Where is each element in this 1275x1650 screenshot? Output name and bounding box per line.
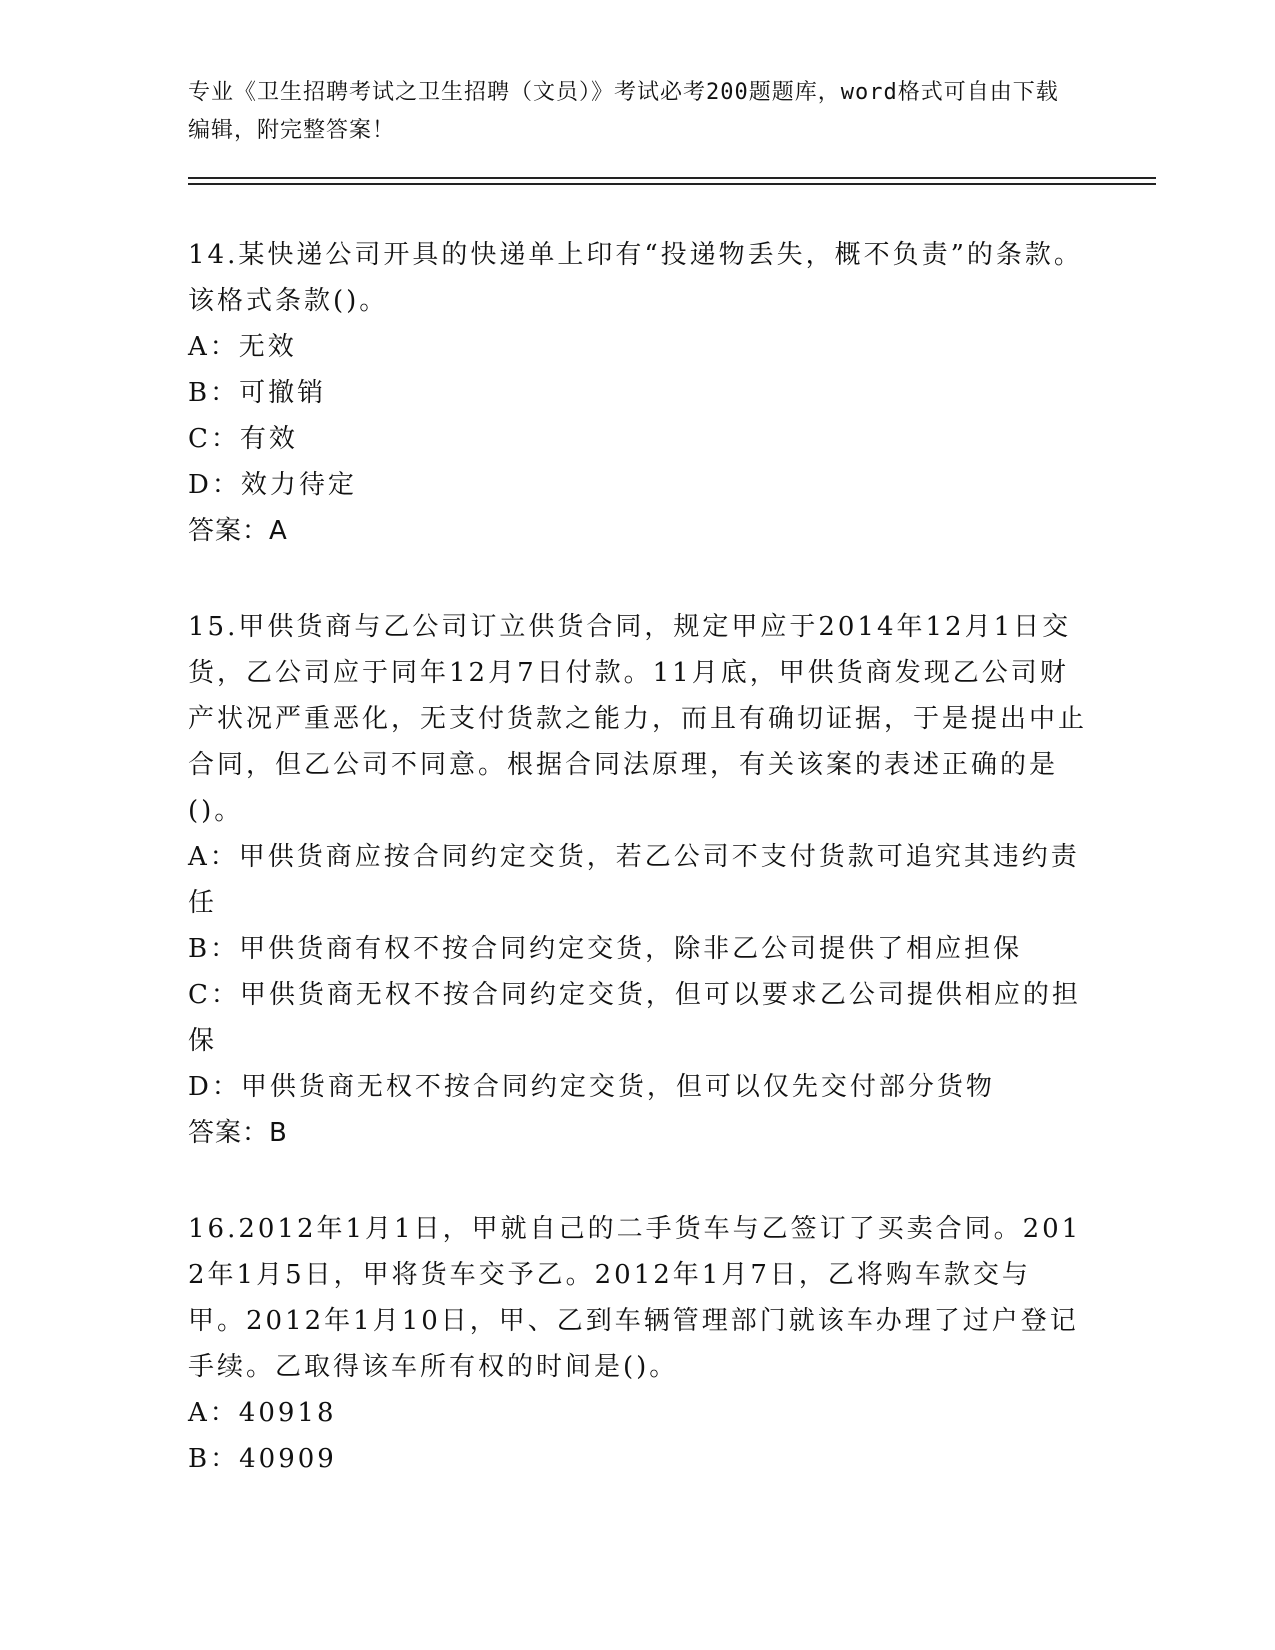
header-divider-bottom [188,183,1156,185]
option-a: A：甲供货商应按合同约定交货，若乙公司不支付货款可追究其违约责任 [188,842,1080,918]
header-divider-top [188,177,1156,179]
question-14 [188,232,1088,554]
question-list [188,232,1088,1532]
option-d: D：效力待定 [188,470,357,500]
option-d: D：甲供货商无权不按合同约定交货，但可以仅先交付部分货物 [188,1072,995,1102]
option-b: B：甲供货商有权不按合同约定交货，除非乙公司提供了相应担保 [188,934,1023,964]
question-15 [188,604,1088,1156]
option-c: C：甲供货商无权不按合同约定交货，但可以要求乙公司提供相应的担保 [188,980,1081,1056]
option-a: A：无效 [188,332,297,362]
question-stem: 16.2012年1月1日，甲就自己的二手货车与乙签订了买卖合同。2012年1月5日，甲将货车交予乙。2012年1月7日，乙将购车款交与甲。2012年1月10日，甲、乙到车辆管理部门就该车办理了过户登记手续。乙取得该车所有权的时间是()。 [188,1214,1082,1382]
document-header: 专业《卫生招聘考试之卫生招聘（文员）》考试必考200题题库，word格式可自由下载编辑，附完整答案！ [188,80,1059,143]
option-c: C：有效 [188,424,298,454]
option-b: B：可撤销 [188,378,327,408]
question-stem: 14.某快递公司开具的快递单上印有“投递物丢失，概不负责”的条款。该格式条款()。 [188,240,1083,316]
question-stem: 15.甲供货商与乙公司订立供货合同，规定甲应于2014年12月1日交货，乙公司应于同年12月7日付款。11月底，甲供货商发现乙公司财产状况严重恶化，无支付货款之能力，而且有确切证据，于是提出中止合同，但乙公司不同意。根据合同法原理，有关该案的表述正确的是()。 [188,612,1088,826]
option-a: A：40918 [188,1398,337,1428]
answer-line: 答案：A [188,516,288,546]
answer-line: 答案：B [188,1118,288,1148]
question-16 [188,1206,1088,1482]
option-b: B：40909 [188,1444,337,1474]
